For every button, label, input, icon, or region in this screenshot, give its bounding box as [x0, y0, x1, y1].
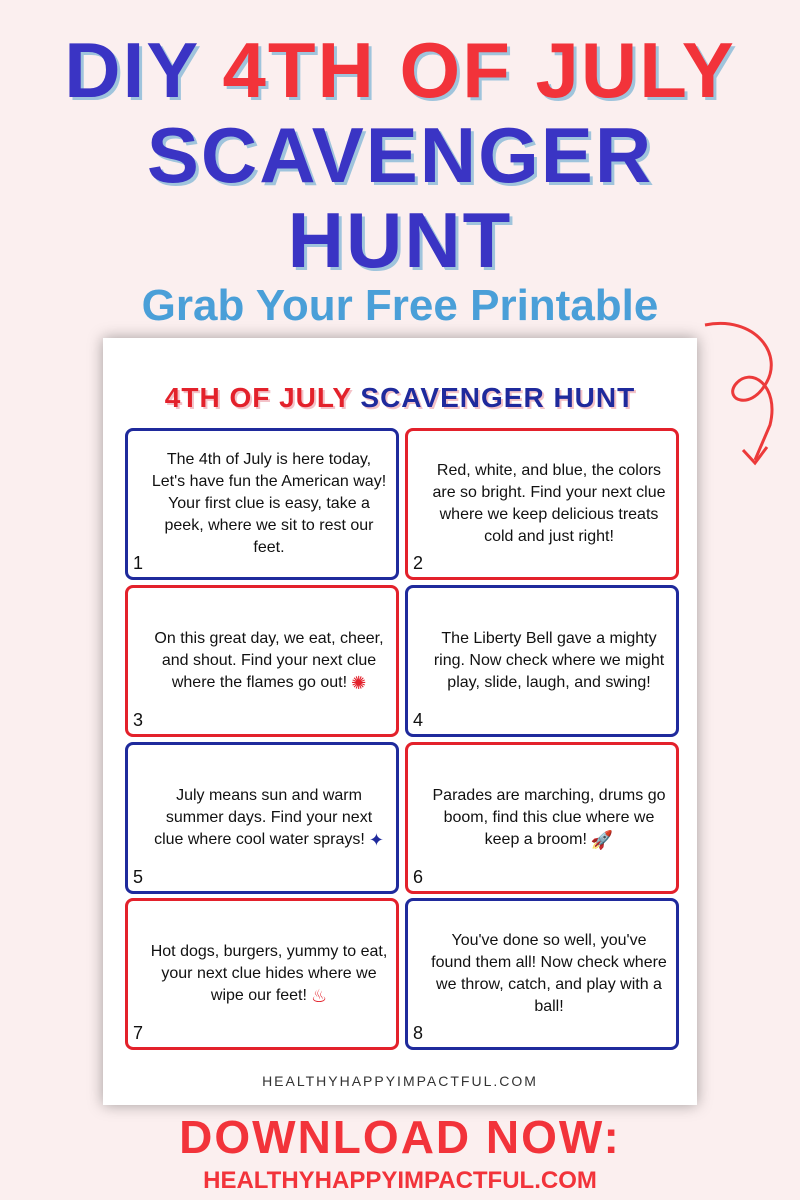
clue-number: 8	[412, 1023, 423, 1043]
clue-body	[148, 588, 396, 734]
clue-body	[428, 745, 676, 891]
clue-card-6	[405, 742, 679, 894]
clue-text: Red, white, and blue, the colors are so bright. Find your next clue where we keep delicious treats cold and just right!	[432, 462, 666, 545]
clue-text: The Liberty Bell gave a mighty ring. Now check where we might play, slide, laugh, and swing!	[433, 630, 665, 691]
clue-body	[148, 901, 396, 1047]
clue-text: July means sun and warm summer days. Find your next clue where cool water sprays!	[154, 787, 373, 848]
clue-text: The 4th of July is here today, Let's have fun the American way! Your first clue is easy, take a peek, where we sit to rest our feet.	[151, 451, 387, 556]
clue-number-gutter	[128, 745, 148, 891]
clue-content	[150, 785, 388, 851]
clue-card-8	[405, 898, 679, 1050]
clue-number-gutter	[128, 901, 148, 1047]
clue-card-7	[125, 898, 399, 1050]
subtitle: Grab Your Free Printable	[141, 281, 659, 330]
printable-title-blue: SCAVENGER HUNT	[360, 382, 636, 413]
clue-number-gutter	[408, 901, 428, 1047]
clue-card-3	[125, 585, 399, 737]
clue-number-gutter	[408, 745, 428, 891]
clue-body	[148, 431, 396, 577]
clue-card-5	[125, 742, 399, 894]
firework-icon: ✺	[351, 672, 367, 693]
clue-number: 2	[412, 553, 423, 573]
clue-number: 1	[132, 553, 143, 573]
headline-line-1	[0, 26, 800, 114]
clue-content	[430, 785, 668, 851]
clue-text: Parades are marching, drums go boom, find this clue where we keep a broom!	[432, 787, 666, 848]
clue-text: Hot dogs, burgers, yummy to eat, your next clue hides where we wipe our feet!	[150, 943, 388, 1004]
clue-card-1	[125, 428, 399, 580]
clue-number-gutter	[128, 588, 148, 734]
headline-4th-of-july: 4TH OF JULY	[222, 26, 736, 114]
clue-number: 5	[132, 867, 143, 887]
printable-title	[103, 380, 697, 416]
clue-content	[150, 449, 388, 559]
headline-line-3: HUNT	[287, 196, 513, 284]
clue-number-gutter	[408, 588, 428, 734]
clue-body	[428, 588, 676, 734]
clue-text: You've done so well, you've found them all! Now check where we throw, catch, and play with a ball!	[431, 932, 667, 1015]
clue-number: 3	[132, 710, 143, 730]
clue-body	[428, 901, 676, 1047]
clue-body	[428, 431, 676, 577]
site-url[interactable]: HEALTHYHAPPYIMPACTFUL.COM	[203, 1167, 597, 1194]
clue-number: 6	[412, 867, 423, 887]
printable-preview	[103, 338, 697, 1105]
grill-icon: ♨	[310, 985, 328, 1006]
printable-site: HEALTHYHAPPYIMPACTFUL.COM	[262, 1073, 538, 1089]
clue-card-4	[405, 585, 679, 737]
clue-content	[430, 460, 668, 548]
printable-title-red: 4TH OF JULY	[164, 382, 352, 413]
clue-content	[150, 941, 388, 1007]
curly-arrow-icon	[695, 315, 795, 475]
clue-body	[148, 745, 396, 891]
clue-number: 4	[412, 710, 423, 730]
clue-number-gutter	[128, 431, 148, 577]
clue-content	[430, 930, 668, 1018]
headline-diy: DIY	[64, 26, 199, 114]
headline-line-2: SCAVENGER	[146, 111, 654, 199]
clue-number: 7	[132, 1023, 143, 1043]
clue-card-2	[405, 428, 679, 580]
clue-content	[430, 628, 668, 694]
sparklers-icon: ✦	[368, 829, 384, 850]
clue-text: On this great day, we eat, cheer, and shout. Find your next clue where the flames go out!	[154, 630, 384, 691]
rocket-icon: 🚀	[590, 829, 614, 850]
clue-number-gutter	[408, 431, 428, 577]
clue-content	[150, 628, 388, 694]
download-cta: DOWNLOAD NOW:	[179, 1111, 621, 1163]
